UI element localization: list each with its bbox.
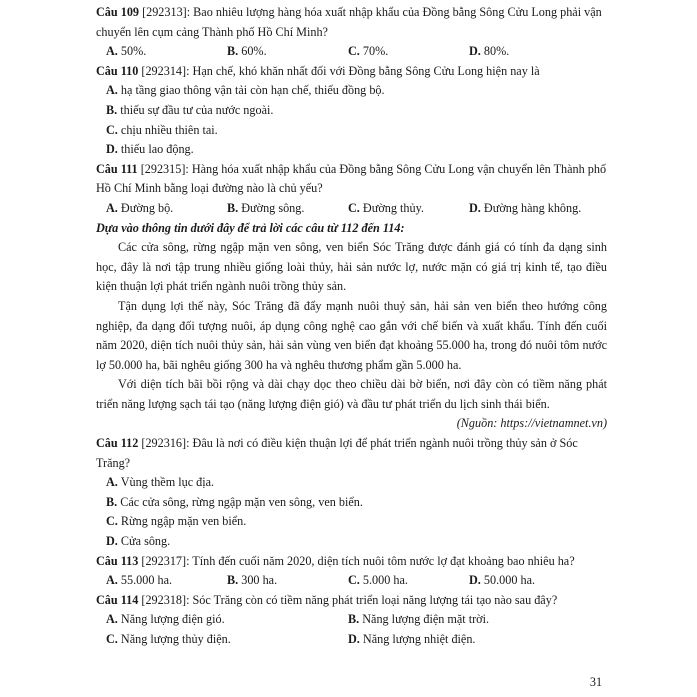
passage-paragraph-1: Các cửa sông, rừng ngập mặn ven sông, ven biển Sóc Trăng được đánh giá có tính đa dạng sinh học, đây là nơi tập trung nhiều giống loài thủy, hải sản nước lợ, nước mặn có giá trị kinh tế, tạo điều kiện thuận lợi phát triển ngành nuôi trồng thủy sản. bbox=[96, 240, 607, 294]
question-109-id: [292313] bbox=[142, 5, 187, 19]
option-c: C. Rừng ngập mặn ven biển. bbox=[106, 514, 247, 529]
question-112-text: : Đâu là nơi có điều kiện thuận lợi để phát triển ngành nuôi trồng thủy sản ở Sóc Trăng? bbox=[96, 436, 578, 470]
passage-paragraph-2: Tận dụng lợi thế này, Sóc Trăng đã đẩy mạnh nuôi thuỷ sản, hải sản ven biển theo hướng công nghiệp, đa dạng đối tượng nuôi, áp dụng công nghệ cao gắn với chế biến và xuất khẩu. Tính đến cuối năm 2020, diện tích nuôi thủy sản, hải sản vùng ven biển đạt khoảng 55.000 ha, trong đó nuôi tôm nước lợ 50.000 ha, bãi nghêu giống 300 ha và nghêu thương phẩm gần 5.000 ha. bbox=[96, 298, 607, 372]
question-112-number: Câu 112 bbox=[96, 436, 139, 451]
question-109 bbox=[96, 3, 607, 62]
question-114-text: : Sóc Trăng còn có tiềm năng phát triển loại năng lượng tái tạo nào sau đây? bbox=[186, 592, 558, 607]
option-b: B. Năng lượng điện mặt trời. bbox=[348, 612, 490, 627]
option-d: D. 50.000 ha. bbox=[469, 573, 536, 588]
option-d: D. 80%. bbox=[469, 44, 510, 59]
option-a: A. Vùng thềm lục địa. bbox=[106, 475, 215, 490]
question-112-options bbox=[96, 473, 607, 551]
question-111-id: [292315] bbox=[140, 161, 186, 176]
question-114-stem bbox=[96, 591, 607, 611]
page-number: 31 bbox=[589, 675, 603, 689]
option-d: D. Cửa sông. bbox=[106, 534, 171, 549]
question-113-number: Câu 113 bbox=[96, 553, 139, 568]
option-c: C. 5.000 ha. bbox=[348, 573, 408, 588]
option-d: D. thiếu lao động. bbox=[106, 142, 194, 157]
option-a: A. 55.000 ha. bbox=[106, 573, 173, 588]
question-109-stem bbox=[96, 3, 607, 42]
passage-paragraph-3: Với diện tích bãi bồi rộng và dài chạy dọc theo chiều dài bờ biển, nơi đây còn có tiềm năng phát triển năng lượng sạch tái tạo (năng lượng điện gió) và đầu tư phát triển du lịch sinh thái biển. bbox=[96, 377, 607, 411]
option-b: B. 300 ha. bbox=[227, 573, 278, 588]
question-110-id: [292314] bbox=[141, 63, 187, 78]
option-c: C. Đường thủy. bbox=[348, 200, 424, 215]
question-109-number: Câu 109 bbox=[96, 5, 140, 19]
question-110-number: Câu 110 bbox=[96, 63, 139, 78]
option-b: B. Các cửa sông, rừng ngập mặn ven sông, ven biển. bbox=[106, 494, 363, 509]
question-111 bbox=[96, 160, 607, 219]
option-b: B. thiếu sự đầu tư của nước ngoài. bbox=[106, 102, 274, 117]
question-113-id: [292317] bbox=[141, 553, 187, 568]
question-110 bbox=[96, 62, 607, 160]
question-113-stem bbox=[96, 552, 607, 572]
question-111-number: Câu 111 bbox=[96, 161, 138, 176]
question-112 bbox=[96, 434, 607, 552]
question-114-number: Câu 114 bbox=[96, 592, 139, 607]
option-c: C. Năng lượng thủy điện. bbox=[106, 632, 231, 646]
question-109-options bbox=[96, 42, 607, 62]
option-b: B. 60%. bbox=[227, 44, 267, 59]
passage-source: (Nguồn: https://vietnamnet.vn) bbox=[456, 416, 607, 431]
question-112-id: [292316] bbox=[141, 436, 187, 451]
option-b: B. Đường sông. bbox=[227, 200, 305, 215]
option-a: A. 50%. bbox=[106, 44, 147, 59]
question-111-options bbox=[96, 199, 607, 219]
option-a: A. hạ tầng giao thông vận tải còn hạn chế, thiếu đồng bộ. bbox=[106, 83, 385, 98]
option-d: D. Năng lượng nhiệt điện. bbox=[348, 632, 476, 646]
question-114 bbox=[96, 591, 607, 650]
option-c: C. 70%. bbox=[348, 44, 389, 59]
option-a: A. Đường bộ. bbox=[106, 200, 174, 215]
question-110-stem bbox=[96, 62, 607, 82]
question-110-options bbox=[96, 81, 607, 159]
question-111-text: : Hàng hóa xuất nhập khẩu của Đồng bằng Sông Cửu Long vận chuyển lên Thành phố Hồ Chí Minh bằng loại đường nào là chủ yếu? bbox=[96, 161, 607, 196]
question-113 bbox=[96, 552, 607, 591]
option-a: A. Năng lượng điện gió. bbox=[106, 612, 225, 627]
question-112-stem bbox=[96, 434, 607, 473]
option-d: D. Đường hàng không. bbox=[469, 200, 582, 215]
passage-instruction: Dựa vào thông tin dưới đây để trả lời các câu từ 112 đến 114: bbox=[96, 220, 405, 235]
option-c: C. chịu nhiều thiên tai. bbox=[106, 122, 218, 137]
question-113-text: : Tính đến cuối năm 2020, diện tích nuôi tôm nước lợ đạt khoảng bao nhiêu ha? bbox=[186, 553, 575, 568]
question-113-options bbox=[96, 571, 607, 591]
question-111-stem bbox=[96, 160, 607, 199]
reading-passage bbox=[96, 219, 607, 435]
question-114-id: [292318] bbox=[141, 592, 187, 607]
question-110-text: : Hạn chế, khó khăn nhất đối với Đồng bằng Sông Cửu Long hiện nay là bbox=[186, 63, 540, 78]
question-114-options bbox=[96, 610, 607, 649]
question-109-text: : Bao nhiêu lượng hàng hóa xuất nhập khẩu của Đồng bằng Sông Cửu Long phải vận chuyển lên cụm cảng Thành phố Hồ Chí Minh? bbox=[96, 5, 602, 39]
